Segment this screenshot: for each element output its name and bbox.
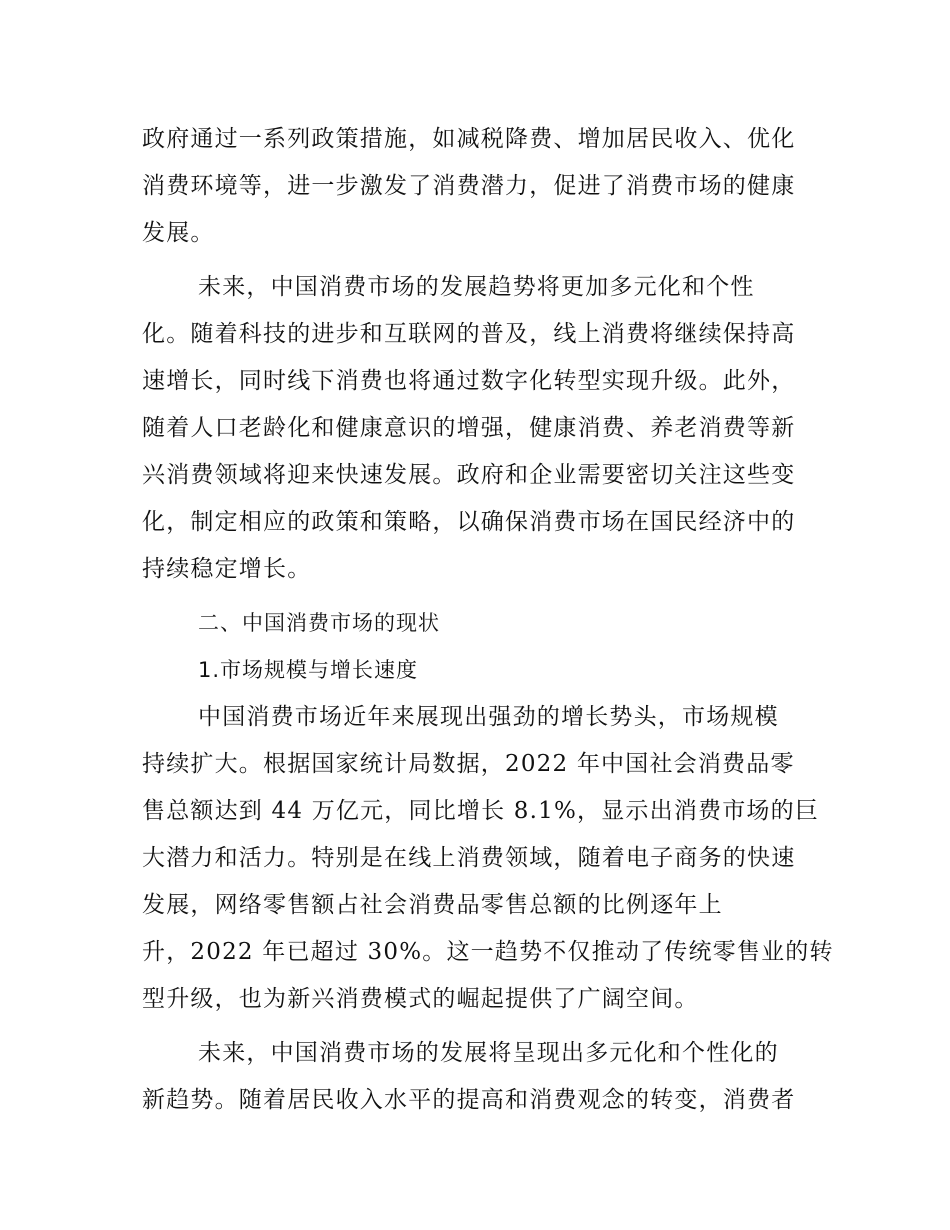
text-line: 持续稳定增长。 <box>142 556 312 582</box>
section-heading: 二、中国消费市场的现状 <box>198 611 440 635</box>
text-line: 大潜力和活力。特别是在线上消费领域，随着电子商务的快速 <box>142 845 796 871</box>
text-line: 未来，中国消费市场的发展将呈现出多元化和个性化的 <box>198 1040 779 1066</box>
paragraph-gap <box>142 593 812 600</box>
text-line: 化，制定相应的政策和策略，以确保消费市场在国民经济中的 <box>142 509 796 535</box>
paragraph-gap <box>142 1023 812 1030</box>
text-line: 随着人口老龄化和健康意识的增强，健康消费、养老消费等新 <box>142 415 796 441</box>
text-line: 速增长，同时线下消费也将通过数字化转型实现升级。此外， <box>142 368 796 394</box>
text-line: 升，2022 年已超过 30%。这一趋势不仅推动了传统零售业的转 <box>142 939 834 965</box>
document-body <box>142 116 834 1124</box>
text-line: 持续扩大。根据国家统计局数据，2022 年中国社会消费品零 <box>142 751 795 777</box>
text-line: 发展。 <box>142 220 215 246</box>
subsection-heading: 1.市场规模与增长速度 <box>198 658 419 682</box>
text-line: 兴消费领域将迎来快速发展。政府和企业需要密切关注这些变 <box>142 462 796 488</box>
paragraph-1 <box>142 116 812 257</box>
text-line: 消费环境等，进一步激发了消费潜力，促进了消费市场的健康 <box>142 173 796 199</box>
paragraph-gap <box>142 257 812 264</box>
paragraph-2 <box>142 264 812 593</box>
text-line: 中国消费市场近年来展现出强劲的增长势头，市场规模 <box>198 704 779 730</box>
text-line: 政府通过一系列政策措施，如减税降费、增加居民收入、优化 <box>142 126 796 152</box>
paragraph-3 <box>142 694 834 1023</box>
text-line: 型升级，也为新兴消费模式的崛起提供了广阔空间。 <box>142 986 699 1012</box>
text-line: 未来，中国消费市场的发展趋势将更加多元化和个性 <box>198 274 755 300</box>
text-line: 售总额达到 44 万亿元，同比增长 8.1%，显示出消费市场的巨 <box>142 798 820 824</box>
text-line: 化。随着科技的进步和互联网的普及，线上消费将继续保持高 <box>142 321 796 347</box>
text-line: 新趋势。随着居民收入水平的提高和消费观念的转变，消费者 <box>142 1087 796 1113</box>
paragraph-4 <box>142 1030 812 1124</box>
text-line: 发展，网络零售额占社会消费品零售总额的比例逐年上 <box>142 892 723 918</box>
